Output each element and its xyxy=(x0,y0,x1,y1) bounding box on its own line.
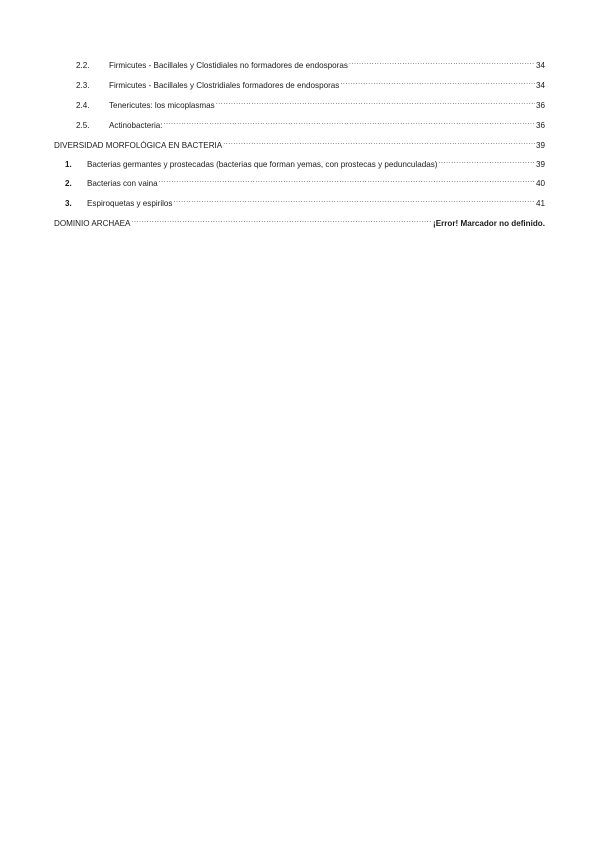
toc-entry[interactable] xyxy=(76,118,545,130)
toc-entry-title: Bacterias germantes y prostecadas (bacterias que forman yemas, con prostecas y pedunculadas) xyxy=(87,160,438,169)
toc-dot-leader xyxy=(131,216,432,226)
toc-entry-page: 34 xyxy=(535,81,545,90)
toc-entry[interactable] xyxy=(65,196,545,208)
toc-dot-leader xyxy=(173,196,535,206)
toc-entry-page: 36 xyxy=(535,121,545,130)
toc-dot-leader xyxy=(438,157,535,167)
toc-entry-page: 39 xyxy=(535,160,545,169)
toc-section-entry[interactable] xyxy=(54,216,545,228)
toc-entry[interactable] xyxy=(65,176,545,188)
toc-dot-leader xyxy=(164,118,535,128)
toc-entry[interactable] xyxy=(76,58,545,70)
toc-entry-page: 39 xyxy=(535,141,545,150)
toc-entry-number: 3. xyxy=(65,199,72,208)
toc-entry-number: 2. xyxy=(65,179,72,188)
toc-entry-page: 36 xyxy=(535,101,545,110)
toc-entry-page: 41 xyxy=(535,199,545,208)
toc-section-entry[interactable] xyxy=(54,138,545,150)
toc-entry-title: Bacterias con vaina xyxy=(87,179,158,188)
toc-entry-number: 2.4. xyxy=(76,101,90,110)
toc-dot-leader xyxy=(349,58,535,68)
toc-dot-leader xyxy=(216,98,535,108)
toc-entry-number: 2.3. xyxy=(76,81,90,90)
toc-entry-page: 34 xyxy=(535,61,545,70)
toc-dot-leader xyxy=(340,78,535,88)
toc-entry-page: 40 xyxy=(535,179,545,188)
toc-entry-number: 1. xyxy=(65,160,72,169)
toc-entry[interactable] xyxy=(65,157,545,169)
toc-error-message: ¡Error! Marcador no definido. xyxy=(433,219,545,228)
toc-entry[interactable] xyxy=(76,98,545,110)
toc-entry-title: Actinobacteria: xyxy=(109,121,163,130)
toc-dot-leader xyxy=(223,138,535,148)
toc-dot-leader xyxy=(159,176,535,186)
toc-entry-title: Firmicutes - Bacillales y Clostridiales formadores de endosporas xyxy=(109,81,340,90)
toc-entry-number: 2.5. xyxy=(76,121,90,130)
toc-entry-title: Firmicutes - Bacillales y Clostidiales no formadores de endosporas xyxy=(109,61,348,70)
toc-entry-number: 2.2. xyxy=(76,61,90,70)
toc-entry-title: DOMINIO ARCHAEA xyxy=(54,219,131,228)
toc-entry-title: Espiroquetas y espirilos xyxy=(87,199,173,208)
toc-entry-title: DIVERSIDAD MORFOLÓGICA EN BACTERIA xyxy=(54,141,223,150)
toc-entry-title: Tenericutes: los micoplasmas xyxy=(109,101,215,110)
toc-entry[interactable] xyxy=(76,78,545,90)
